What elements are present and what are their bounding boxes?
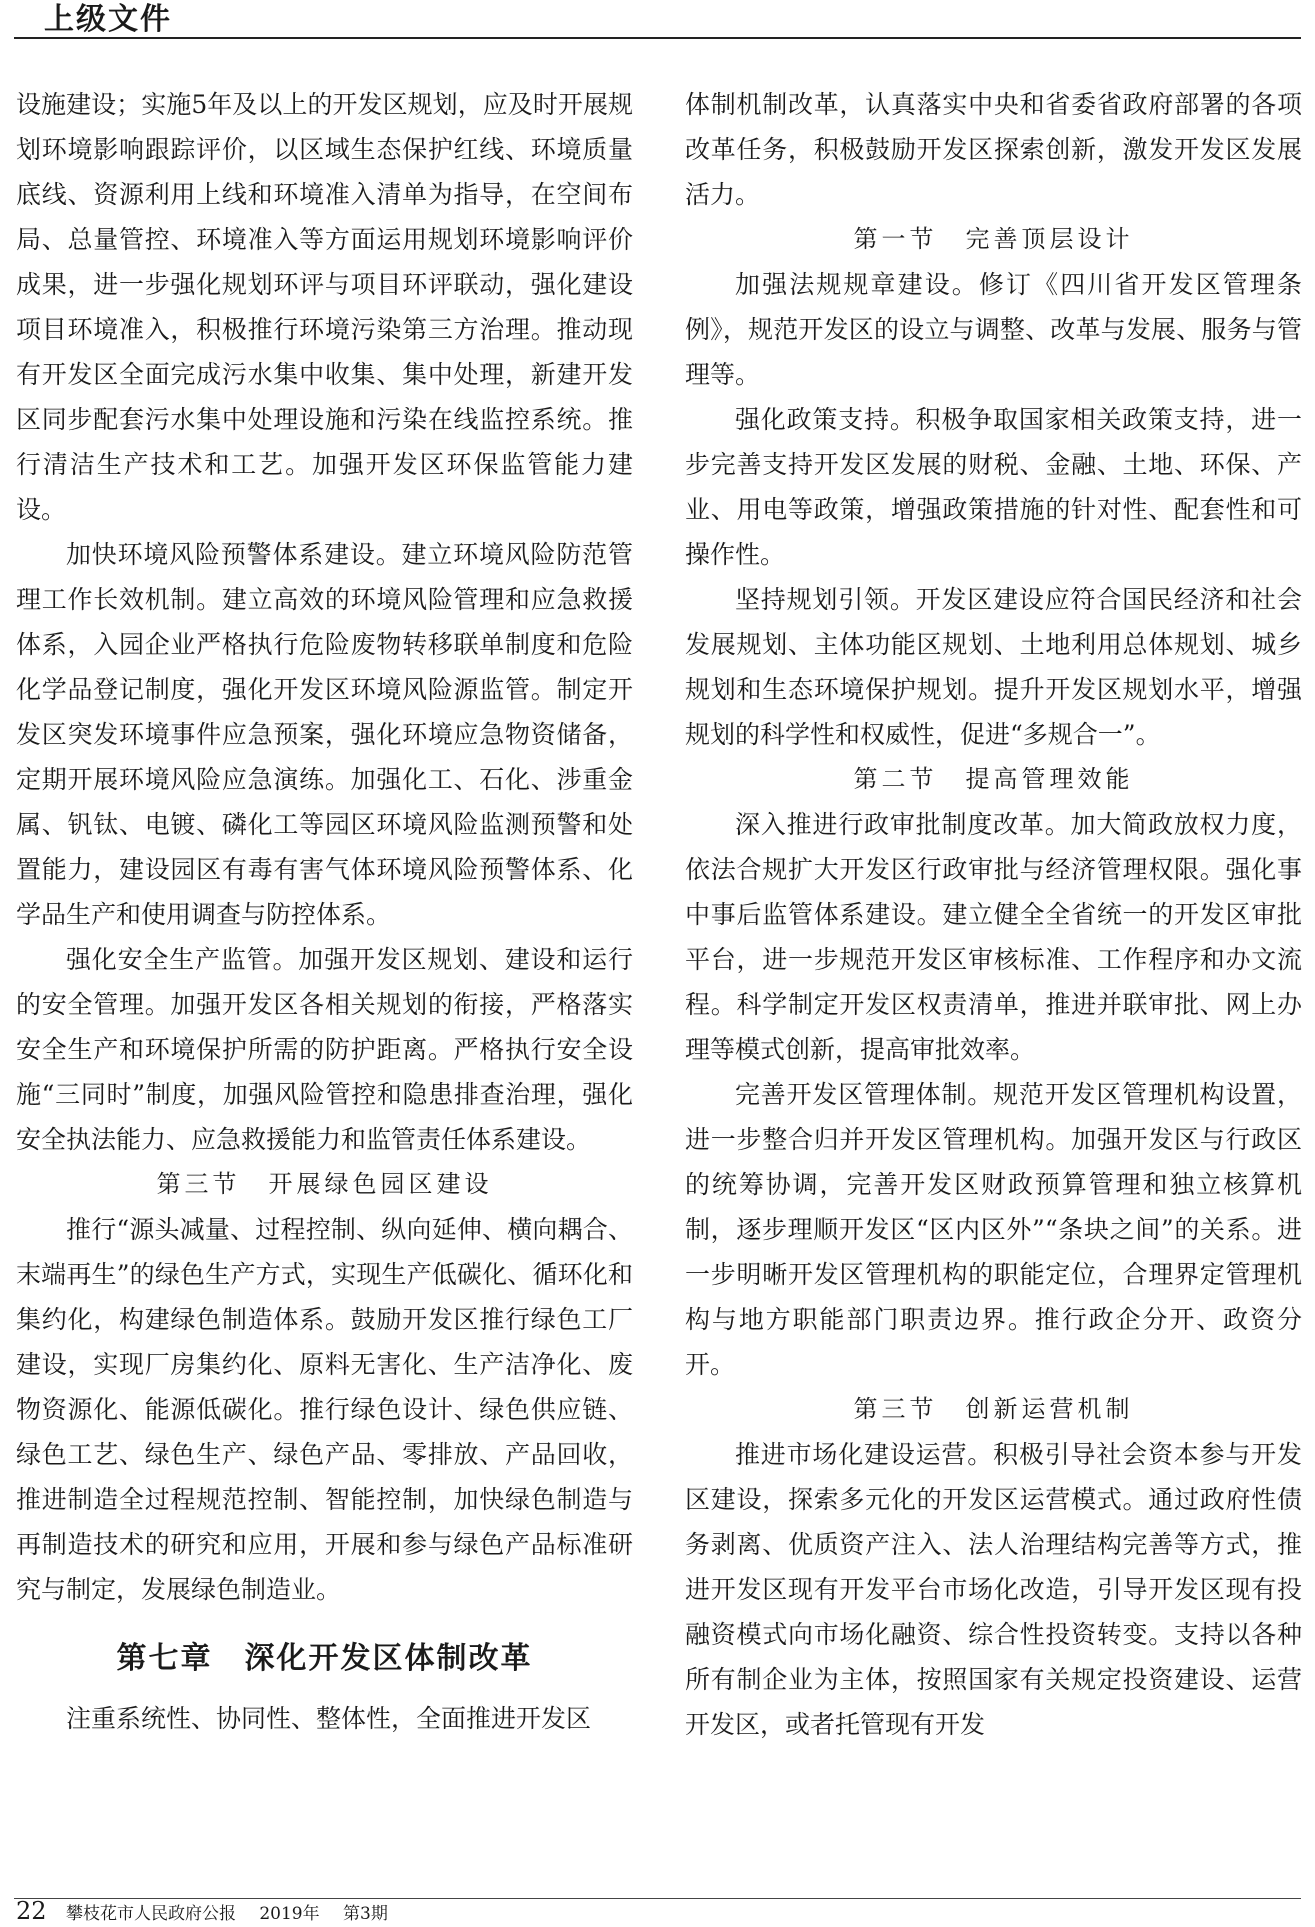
left-paragraph-3: 强化安全生产监管。加强开发区规划、建设和运行的安全管理。加强开发区各相关规划的衔接，严格落实安全生产和环境保护所需的防护距离。严格执行安全设施“三同时”制度，加强风险管控和隐患排查治理，强化安全执法能力、应急救援能力和监管责任体系建设。: [16, 945, 633, 1154]
right-paragraph-3: 强化政策支持。积极争取国家相关政策支持，进一步完善支持开发区发展的财税、金融、土地、环保、产业、用电等政策，增强政策措施的针对性、配套性和可操作性。: [685, 405, 1302, 569]
publication-issue: 第3期: [343, 1904, 388, 1924]
right-paragraph-2: 加强法规规章建设。修订《四川省开发区管理条例》，规范开发区的设立与调整、改革与发展、服务与管理等。: [685, 270, 1302, 389]
section-heading-operation: 第三节 创新运营机制: [853, 1395, 1134, 1423]
left-paragraph-2: 加快环境风险预警体系建设。建立环境风险防范管理工作长效机制。建立高效的环境风险管理和应急救援体系，入园企业严格执行危险废物转移联单制度和危险化学品登记制度，强化开发区环境风险源监管。制定开发区突发环境事件应急预案，强化环境应急物资储备，定期开展环境风险应急演练。加强化工、石化、涉重金属、钒钛、电镀、磷化工等园区环境风险监测预警和处置能力，建设园区有毒有害气体环境风险预警体系、化学品生产和使用调查与防控体系。: [16, 540, 633, 929]
page-number: 22: [16, 1897, 47, 1925]
left-paragraph-5: 注重系统性、协同性、整体性，全面推进开发区: [66, 1704, 592, 1733]
section-heading-green-park: 第三节 开展绿色园区建设: [156, 1170, 493, 1198]
left-paragraph-1: 设施建设；实施5年及以上的开发区规划，应及时开展规划环境影响跟踪评价，以区域生态保护红线、环境质量底线、资源利用上线和环境准入清单为指导，在空间布局、总量管控、环境准入等方面运用规划环境影响评价成果，进一步强化规划环评与项目环评联动，强化建设项目环境准入，积极推行环境污染第三方治理。推动现有开发区全面完成污水集中收集、集中处理，新建开发区同步配套污水集中处理设施和污染在线监控系统。推行清洁生产技术和工艺。加强开发区环保监管能力建设。: [16, 90, 633, 524]
page-footer: [16, 1899, 388, 1924]
chapter-heading-7: 第七章 深化开发区体制改革: [116, 1641, 533, 1676]
publication-year: 2019年: [259, 1904, 320, 1924]
left-paragraph-4: 推行“源头减量、过程控制、纵向延伸、横向耦合、末端再生”的绿色生产方式，实现生产低碳化、循环化和集约化，构建绿色制造体系。鼓励开发区推行绿色工厂建设，实现厂房集约化、原料无害化、生产洁净化、废物资源化、能源低碳化。推行绿色设计、绿色供应链、绿色工艺、绿色生产、绿色产品、零排放、产品回收，推进制造全过程规范控制、智能控制，加快绿色制造与再制造技术的研究和应用，开展和参与绿色产品标准研究与制定，发展绿色制造业。: [16, 1215, 633, 1604]
right-paragraph-6: 完善开发区管理体制。规范开发区管理机构设置，进一步整合归并开发区管理机构。加强开发区与行政区的统筹协调，完善开发区财政预算管理和独立核算机制，逐步理顺开发区“区内区外”“条块之间”的关系。进一步明晰开发区管理机构的职能定位，合理界定管理机构与地方职能部门职责边界。推行政企分开、政资分开。: [685, 1080, 1302, 1379]
header-rule: [14, 37, 1301, 39]
section-heading-management: 第二节 提高管理效能: [853, 765, 1134, 793]
left-column: [16, 82, 633, 1741]
page-header: [0, 0, 1315, 40]
publication-name: 攀枝花市人民政府公报: [65, 1904, 236, 1924]
right-paragraph-4: 坚持规划引领。开发区建设应符合国民经济和社会发展规划、主体功能区规划、土地利用总体规划、城乡规划和生态环境保护规划。提升开发区规划水平，增强规划的科学性和权威性，促进“多规合一”。: [685, 585, 1302, 749]
right-paragraph-1: 体制机制改革，认真落实中央和省委省政府部署的各项改革任务，积极鼓励开发区探索创新，激发开发区发展活力。: [685, 90, 1302, 209]
right-paragraph-5: 深入推进行政审批制度改革。加大简政放权力度，依法合规扩大开发区行政审批与经济管理权限。强化事中事后监管体系建设。建立健全全省统一的开发区审批平台，进一步规范开发区审核标准、工作程序和办文流程。科学制定开发区权责清单，推进并联审批、网上办理等模式创新，提高审批效率。: [685, 810, 1302, 1064]
right-column: [685, 82, 1302, 1747]
right-paragraph-7: 推进市场化建设运营。积极引导社会资本参与开发区建设，探索多元化的开发区运营模式。通过政府性债务剥离、优质资产注入、法人治理结构完善等方式，推进开发区现有开发平台市场化改造，引导开发区现有投融资模式向市场化融资、综合性投资转变。支持以各种所有制企业为主体，按照国家有关规定投资建设、运营开发区，或者托管现有开发: [685, 1440, 1302, 1739]
header-title: 上级文件: [44, 2, 172, 37]
section-heading-top-design: 第一节 完善顶层设计: [853, 225, 1134, 253]
